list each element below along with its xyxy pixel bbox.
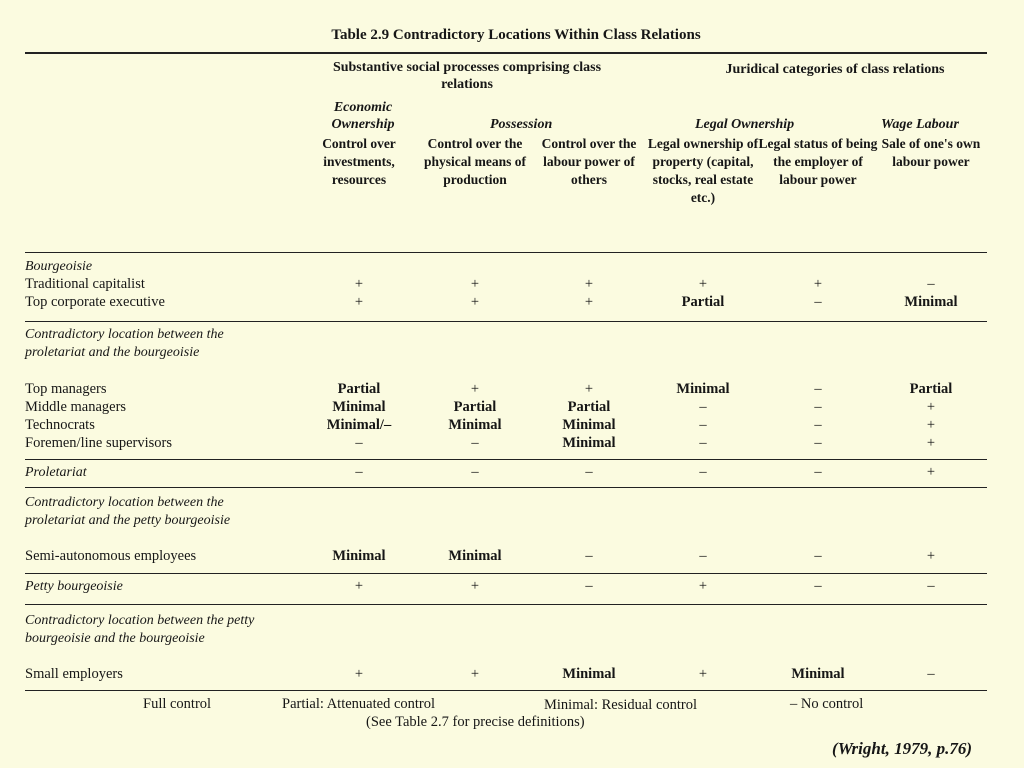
table-cell: Minimal — [332, 399, 386, 415]
table-cell: + — [354, 276, 364, 292]
table-cell: – — [699, 435, 707, 451]
table-cell: + — [926, 548, 936, 564]
wage-labour-header: Wage Labour — [881, 117, 959, 132]
header-rule — [25, 252, 987, 253]
row-label: Top managers — [25, 381, 107, 397]
table-cell: – — [814, 399, 822, 415]
table-cell: – — [699, 417, 707, 433]
citation: (Wright, 1979, p.76) — [832, 739, 972, 758]
table-cell: Minimal — [904, 294, 958, 310]
table-cell: – — [814, 294, 822, 310]
table-cell: – — [814, 464, 822, 480]
table-cell: + — [584, 294, 594, 310]
table-cell: – — [814, 578, 822, 594]
table-cell: Minimal — [676, 381, 730, 397]
economic-ownership-header: Economic Ownership — [331, 100, 395, 132]
legend-no-control: – No control — [790, 696, 864, 712]
row-label: Traditional capitalist — [25, 276, 145, 292]
legal-ownership-header: Legal Ownership — [695, 117, 795, 132]
table-cell: + — [470, 381, 480, 397]
column-header-1: Control over investments, resources — [322, 136, 396, 187]
column-header-2: Control over the physical means of production — [423, 136, 526, 187]
table-cell: + — [470, 276, 480, 292]
table-cell: – — [585, 548, 593, 564]
table-title: Table 2.9 Contradictory Locations Within Class Relations — [331, 27, 701, 43]
table-cell: + — [698, 666, 708, 682]
table-cell: + — [926, 399, 936, 415]
table-cell: Partial — [567, 399, 611, 415]
table-cell: + — [354, 294, 364, 310]
table-cell: – — [699, 548, 707, 564]
table-cell: – — [699, 399, 707, 415]
section-rule — [25, 604, 987, 605]
table-cell: – — [585, 464, 593, 480]
table-cell: Partial — [909, 381, 953, 397]
table-cell: – — [355, 464, 363, 480]
top-rule — [25, 52, 987, 54]
column-header-3: Control over the labour power of others — [541, 136, 637, 187]
table-cell: – — [585, 578, 593, 594]
section-heading: Bourgeoisie — [25, 259, 93, 274]
section-heading: Contradictory location between the proletariat and the petty bourgeoisie — [25, 495, 231, 528]
table-cell: Minimal — [562, 435, 616, 451]
column-header-4: Legal ownership of property (capital, stocks, real estate etc.) — [647, 136, 759, 205]
table-cell: – — [699, 464, 707, 480]
table-cell: + — [926, 464, 936, 480]
table-cell: + — [354, 578, 364, 594]
table-cell: – — [814, 548, 822, 564]
table-cell: – — [814, 381, 822, 397]
table-cell: + — [813, 276, 823, 292]
section-heading: Contradictory location between the proletariat and the bourgeoisie — [25, 327, 224, 360]
table-cell: + — [926, 435, 936, 451]
table-cell: + — [470, 666, 480, 682]
section-heading: Proletariat — [25, 465, 87, 480]
table-cell: Partial — [453, 399, 497, 415]
legend-minimal: Minimal: Residual control — [544, 697, 698, 713]
table-cell: – — [814, 435, 822, 451]
table-cell: + — [926, 417, 936, 433]
table-cell: Minimal — [448, 548, 502, 564]
row-label: Foremen/line supervisors — [25, 435, 172, 451]
section-rule — [25, 321, 987, 322]
table-cell: Minimal — [332, 548, 386, 564]
table-cell: – — [471, 435, 479, 451]
section-rule — [25, 573, 987, 574]
table-cell: – — [355, 435, 363, 451]
table-cell: Minimal — [448, 417, 502, 433]
table-cell: – — [814, 417, 822, 433]
table-cell: Minimal — [562, 666, 616, 682]
possession-header: Possession — [490, 117, 553, 132]
row-label: Top corporate executive — [25, 294, 165, 310]
row-label: Semi-autonomous employees — [25, 548, 197, 564]
table-cell: – — [927, 276, 935, 292]
section-heading: Contradictory location between the petty bourgeoisie and the bourgeoisie — [25, 613, 255, 646]
table-cell: + — [698, 276, 708, 292]
table-cell: Minimal — [562, 417, 616, 433]
substantive-header: Substantive social processes comprising class relations — [332, 60, 602, 92]
section-heading: Petty bourgeoisie — [25, 579, 123, 594]
table-cell: + — [354, 666, 364, 682]
section-rule — [25, 487, 987, 488]
table-cell: – — [471, 464, 479, 480]
column-header-5: Legal status of being the employer of labour power — [758, 136, 878, 187]
row-label: Middle managers — [25, 399, 127, 415]
table-cell: + — [470, 294, 480, 310]
table-cell: + — [470, 578, 480, 594]
table-cell: + — [584, 381, 594, 397]
table-cell: Partial — [337, 381, 381, 397]
legend-partial: Partial: Attenuated control — [282, 696, 436, 712]
juridical-header: Juridical categories of class relations — [725, 62, 945, 77]
table-cell: Partial — [681, 294, 725, 310]
bottom-rule — [25, 690, 987, 691]
section-rule — [25, 459, 987, 460]
legend-full-control: Full control — [143, 696, 212, 712]
legend-note: (See Table 2.7 for precise definitions) — [366, 714, 585, 730]
table-cell: + — [584, 276, 594, 292]
table-cell: – — [927, 578, 935, 594]
table-cell: Minimal/– — [326, 417, 392, 433]
table-cell: + — [698, 578, 708, 594]
column-header-6: Sale of one's own labour power — [881, 136, 981, 169]
table-cell: Minimal — [791, 666, 845, 682]
row-label: Small employers — [25, 666, 123, 682]
table-cell: – — [927, 666, 935, 682]
row-label: Technocrats — [25, 417, 95, 433]
